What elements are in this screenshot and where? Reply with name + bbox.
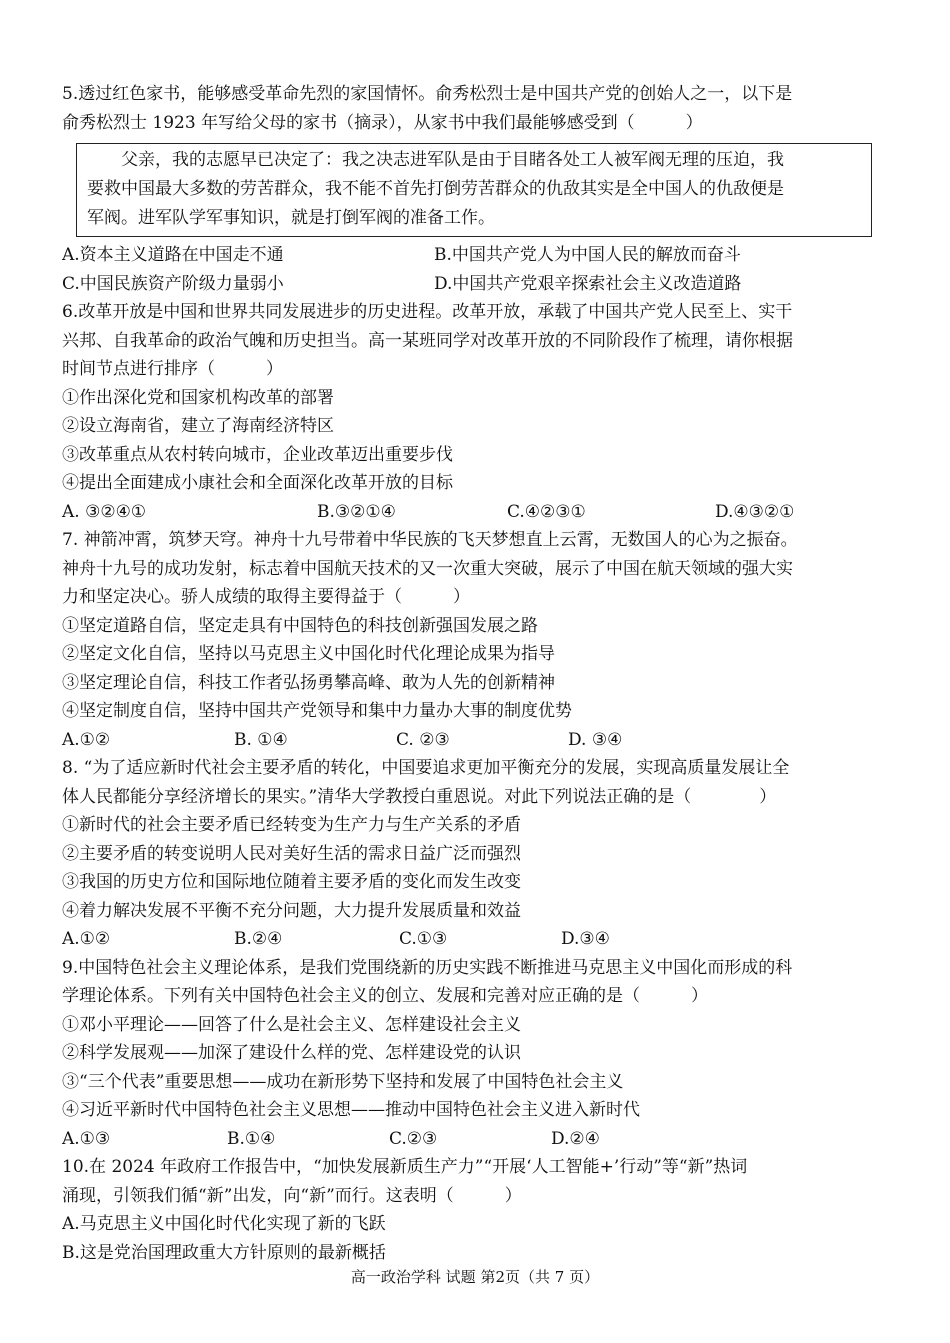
question-8: [62, 754, 892, 954]
option-b: B.①④: [227, 1128, 276, 1149]
question-stem-line: 涌现，引领我们循“新”出发，向“新”而行。这表明（ ）: [62, 1185, 522, 1206]
option-d: D.③④: [561, 929, 610, 949]
question-5: [62, 80, 892, 298]
option-row: [62, 726, 892, 755]
question-stem-line: 5.透过红色家书，能够感受革命先烈的家国情怀。俞秀松烈士是中国共产党的创始人之一，以下是: [62, 84, 793, 104]
option-a: A.①②: [62, 929, 111, 949]
question-stem-line: 7. 神箭冲霄，筑梦天穹。神舟十九号带着中华民族的飞天梦想直上云霄，无数国人的心为之振奋。: [62, 530, 798, 550]
question-stem-line: 力和坚定决心。骄人成绩的取得主要得益于（ ）: [62, 587, 470, 607]
question-stem-line: 俞秀松烈士 1923 年写给父母的家书（摘录），从家书中我们最能够感受到（ ）: [62, 112, 703, 133]
option-a: A. ③②④①: [62, 501, 147, 522]
option-c: C. ②③: [396, 729, 450, 750]
statement-item: ①作出深化党和国家机构改革的部署: [62, 387, 334, 408]
statement-item: ②科学发展观——加深了建设什么样的党、怎样建设党的认识: [62, 1043, 521, 1063]
option-d: D.②④: [551, 1128, 600, 1149]
statement-item: ③坚定理论自信，科技工作者弘扬勇攀高峰、敢为人先的创新精神: [62, 672, 555, 693]
statement-item: ④提出全面建成小康社会和全面深化改革开放的目标: [62, 473, 453, 493]
statement-item: ④习近平新时代中国特色社会主义思想——推动中国特色社会主义进入新时代: [62, 1100, 640, 1120]
option-row: [62, 270, 892, 299]
option-b: B.②④: [234, 929, 283, 949]
option-c: C.中国民族资产阶级力量弱小: [62, 273, 284, 294]
statement-item: ④着力解决发展不平衡不充分问题，大力提升发展质量和效益: [62, 900, 521, 921]
option-row: [62, 498, 892, 527]
question-stem-line: 10.在 2024 年政府工作报告中，“加快发展新质生产力”“开展‘人工智能+’行动”等“新”热词: [62, 1157, 748, 1177]
option-c: C.②③: [389, 1128, 438, 1149]
question-stem-line: 6.改革开放是中国和世界共同发展进步的历史进程。改革开放，承载了中国共产党人民至上、实干: [62, 302, 793, 322]
statement-item: ②坚定文化自信，坚持以马克思主义中国化时代化理论成果为指导: [62, 644, 555, 664]
option-row: [62, 1125, 892, 1154]
option-a: A.马克思主义中国化时代化实现了新的飞跃: [62, 1214, 386, 1234]
question-stem-line: 神舟十九号的成功发射，标志着中国航天技术的又一次重大突破，展示了中国在航天领域的强大实: [62, 558, 793, 579]
statement-item: ②主要矛盾的转变说明人民对美好生活的需求日益广泛而强烈: [62, 843, 521, 864]
question-10: [62, 1153, 892, 1267]
statement-item: ②设立海南省，建立了海南经济特区: [62, 416, 334, 436]
quote-line: 军阀。进军队学军事知识，就是打倒军阀的准备工作。: [87, 208, 495, 228]
statement-item: ①坚定道路自信，坚定走具有中国特色的科技创新强国发展之路: [62, 615, 538, 636]
statement-item: ③改革重点从农村转向城市，企业改革迈出重要步伐: [62, 444, 453, 465]
option-b: B.中国共产党人为中国人民的解放而奋斗: [434, 245, 741, 265]
quote-line: 要救中国最大多数的劳苦群众，我不能不首先打倒劳苦群众的仇敌其实是全中国人的仇敌便是: [87, 179, 784, 199]
question-stem-line: 时间节点进行排序（ ）: [62, 359, 283, 379]
quote-box: [76, 143, 872, 237]
option-a: A.资本主义道路在中国走不通: [62, 245, 284, 265]
option-c: C.①③: [399, 929, 448, 949]
statement-item: ③“三个代表”重要思想——成功在新形势下坚持和发展了中国特色社会主义: [62, 1071, 624, 1092]
option-b: B.这是党治国理政重大方针原则的最新概括: [62, 1242, 386, 1263]
quote-line: 父亲，我的志愿早已决定了：我之决志进军队是由于目睹各处工人被军阀无理的压迫，我: [87, 150, 784, 170]
option-b: B. ①④: [234, 729, 288, 750]
option-a: A.①③: [62, 1128, 111, 1149]
question-7: [62, 526, 892, 754]
option-d: D.中国共产党艰辛探索社会主义改造道路: [434, 273, 742, 294]
question-stem-line: 体人民都能分享经济增长的果实。”清华大学教授白重恩说。对此下列说法正确的是（ ）: [62, 786, 777, 807]
statement-item: ③我国的历史方位和国际地位随着主要矛盾的变化而发生改变: [62, 872, 521, 892]
page-footer: 高一政治学科 试题 第2页（共 7 页）: [350, 1268, 600, 1286]
option-a: A.①②: [62, 729, 111, 750]
question-stem-line: 9.中国特色社会主义理论体系，是我们党围绕新的历史实践不断推进马克思主义中国化而形成的科: [62, 957, 793, 978]
question-stem-line: 8. “为了适应新时代社会主要矛盾的转化，中国要追求更加平衡充分的发展，实现高质量发展让全: [62, 758, 790, 778]
statement-item: ①新时代的社会主要矛盾已经转变为生产力与生产关系的矛盾: [62, 815, 521, 835]
question-stem-line: 兴邦、自我革命的政治气魄和历史担当。高一某班同学对改革开放的不同阶段作了梳理，请你根据: [62, 330, 793, 351]
question-6: [62, 298, 892, 526]
option-row: [62, 925, 892, 954]
page-content: [62, 80, 892, 1267]
statement-item: ①邓小平理论——回答了什么是社会主义、怎样建设社会主义: [62, 1014, 521, 1035]
question-9: [62, 954, 892, 1154]
question-stem-line: 学理论体系。下列有关中国特色社会主义的创立、发展和完善对应正确的是（ ）: [62, 986, 708, 1006]
option-d: D. ③④: [568, 729, 623, 750]
option-row: [62, 241, 892, 270]
option-c: C.④②③①: [507, 501, 586, 522]
option-b: B.③②①④: [317, 501, 396, 522]
option-d: D.④③②①: [715, 501, 795, 522]
statement-item: ④坚定制度自信，坚持中国共产党领导和集中力量办大事的制度优势: [62, 701, 572, 721]
